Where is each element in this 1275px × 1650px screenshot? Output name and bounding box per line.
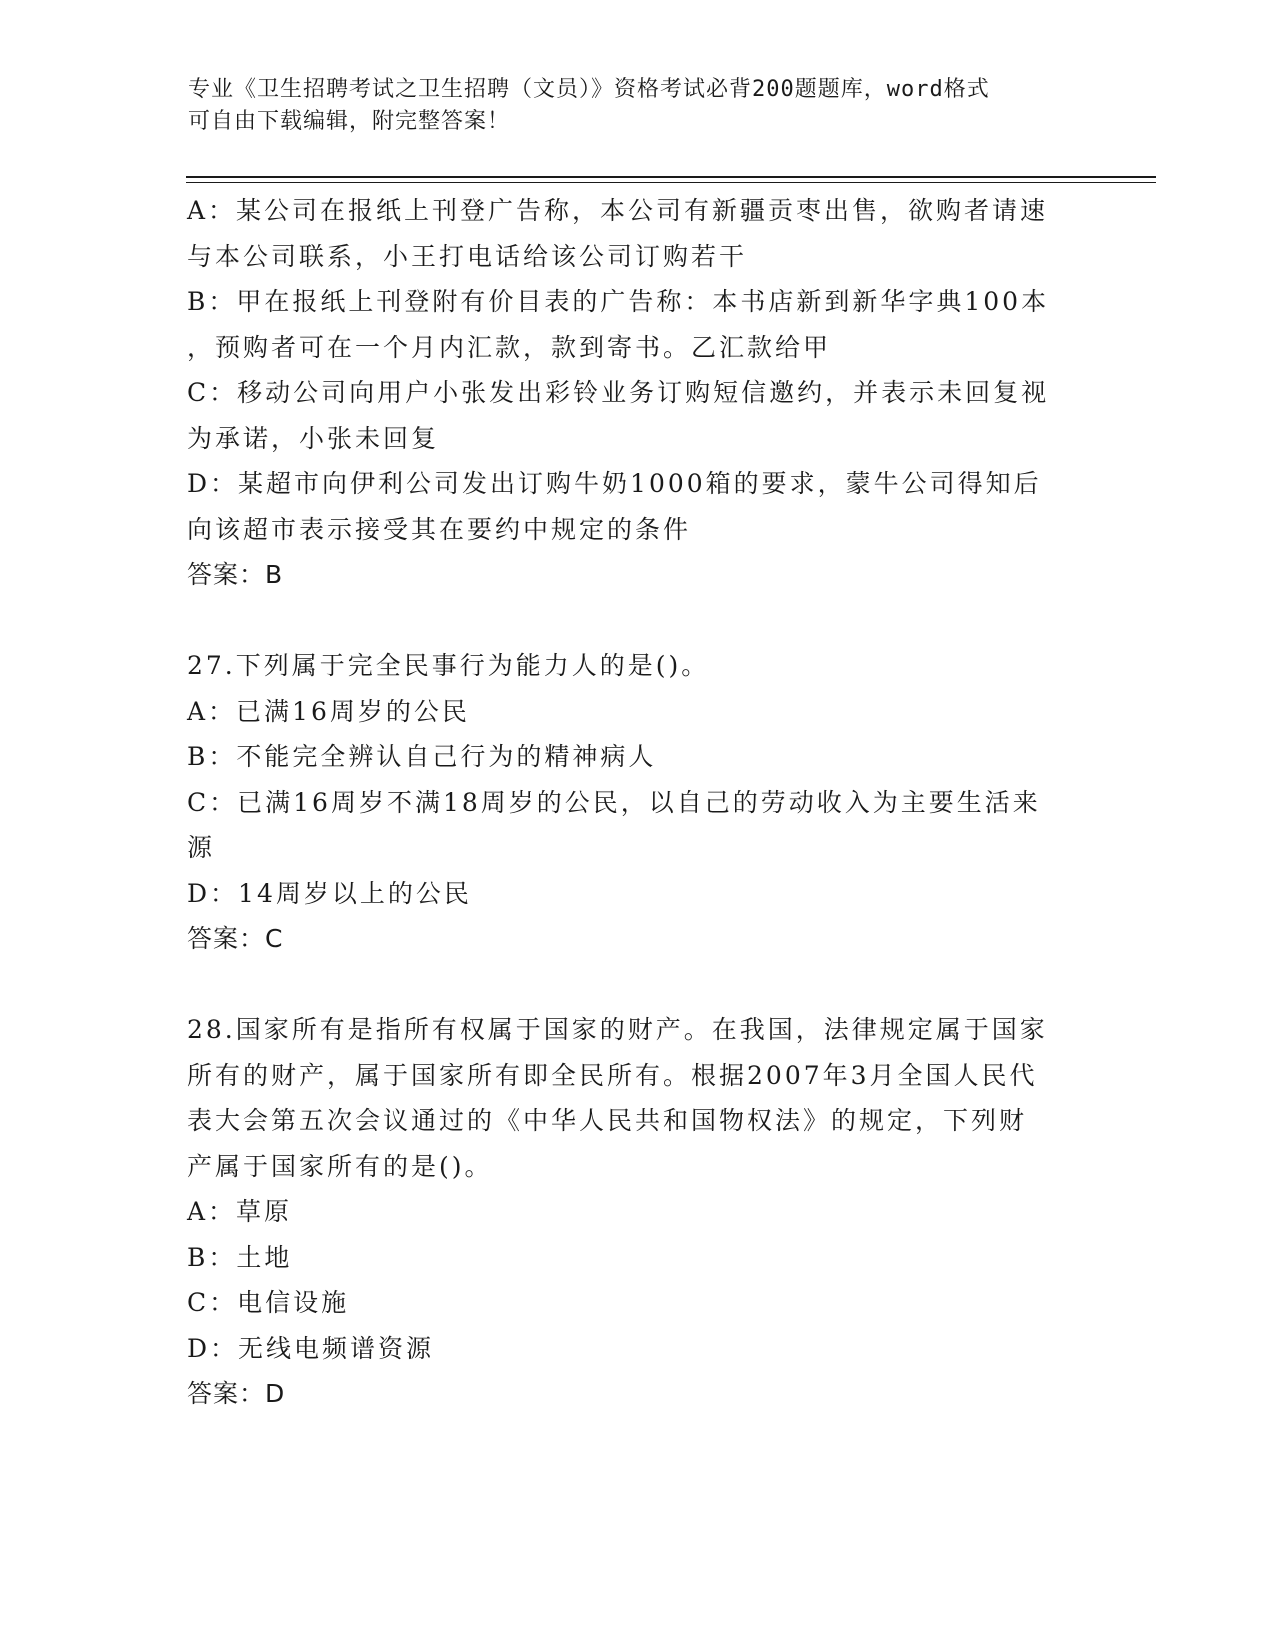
q27-stem: 27.下列属于完全民事行为能力人的是()。 xyxy=(187,651,710,680)
q28-answer: 答案：D xyxy=(187,1379,286,1408)
q28-option-b: B：土地 xyxy=(187,1242,293,1272)
q28-stem-line-4: 产属于国家所有的是()。 xyxy=(187,1151,493,1181)
header-title-line-2: 可自由下载编辑，附完整答案！ xyxy=(188,109,511,134)
q28-option-a: A：草原 xyxy=(187,1197,293,1226)
q28-option-c: C：电信设施 xyxy=(187,1288,350,1317)
q28-stem-line-2: 所有的财产，属于国家所有即全民所有。根据2007年3月全国人民代 xyxy=(187,1060,1038,1090)
header-title-line-1: 专业《卫生招聘考试之卫生招聘（文员）》资格考试必背200题题库，word格式 xyxy=(188,77,990,102)
q28-stem-line-1: 28.国家所有是指所有权属于国家的财产。在我国，法律规定属于国家 xyxy=(187,1015,1048,1044)
question-26-block xyxy=(187,188,1087,598)
q26-option-b-line-2: ，预购者可在一个月内汇款，款到寄书。乙汇款给甲 xyxy=(187,332,832,362)
q27-option-d: D：14周岁以上的公民 xyxy=(187,878,472,908)
header-divider-thin xyxy=(186,182,1156,183)
q26-option-c-line-1: C：移动公司向用户小张发出彩铃业务订购短信邀约，并表示未回复视 xyxy=(187,378,1050,407)
q26-option-d-line-2: 向该超市表示接受其在要约中规定的条件 xyxy=(187,514,692,544)
q27-option-b: B：不能完全辨认自己行为的精神病人 xyxy=(187,742,657,771)
q27-option-c-line-2: 源 xyxy=(187,833,216,862)
question-content xyxy=(187,188,1087,1417)
question-27-block xyxy=(187,643,1087,962)
q27-option-a: A：已满16周岁的公民 xyxy=(187,696,470,726)
q27-answer: 答案：C xyxy=(187,924,284,953)
q28-stem-line-3: 表大会第五次会议通过的《中华人民共和国物权法》的规定，下列财 xyxy=(187,1106,1028,1135)
q26-option-a-line-2: 与本公司联系，小王打电话给该公司订购若干 xyxy=(187,241,748,271)
question-spacer xyxy=(187,962,1087,1008)
q27-option-c-line-1: C：已满16周岁不满18周岁的公民，以自己的劳动收入为主要生活来 xyxy=(187,787,1041,817)
q26-option-b-line-1: B：甲在报纸上刊登附有价目表的广告称：本书店新到新华字典100本 xyxy=(187,287,1050,316)
question-28-block xyxy=(187,1007,1087,1417)
header-divider-thick xyxy=(186,176,1156,178)
q26-option-a-line-1: A：某公司在报纸上刊登广告称，本公司有新疆贡枣出售，欲购者请速 xyxy=(187,196,1049,225)
question-spacer xyxy=(187,598,1087,644)
q28-option-d: D：无线电频谱资源 xyxy=(187,1333,435,1363)
document-header xyxy=(188,74,1068,138)
q26-option-c-line-2: 为承诺，小张未回复 xyxy=(187,423,440,453)
q26-option-d-line-1: D：某超市向伊利公司发出订购牛奶1000箱的要求，蒙牛公司得知后 xyxy=(187,469,1042,498)
q26-answer: 答案：B xyxy=(187,560,284,589)
